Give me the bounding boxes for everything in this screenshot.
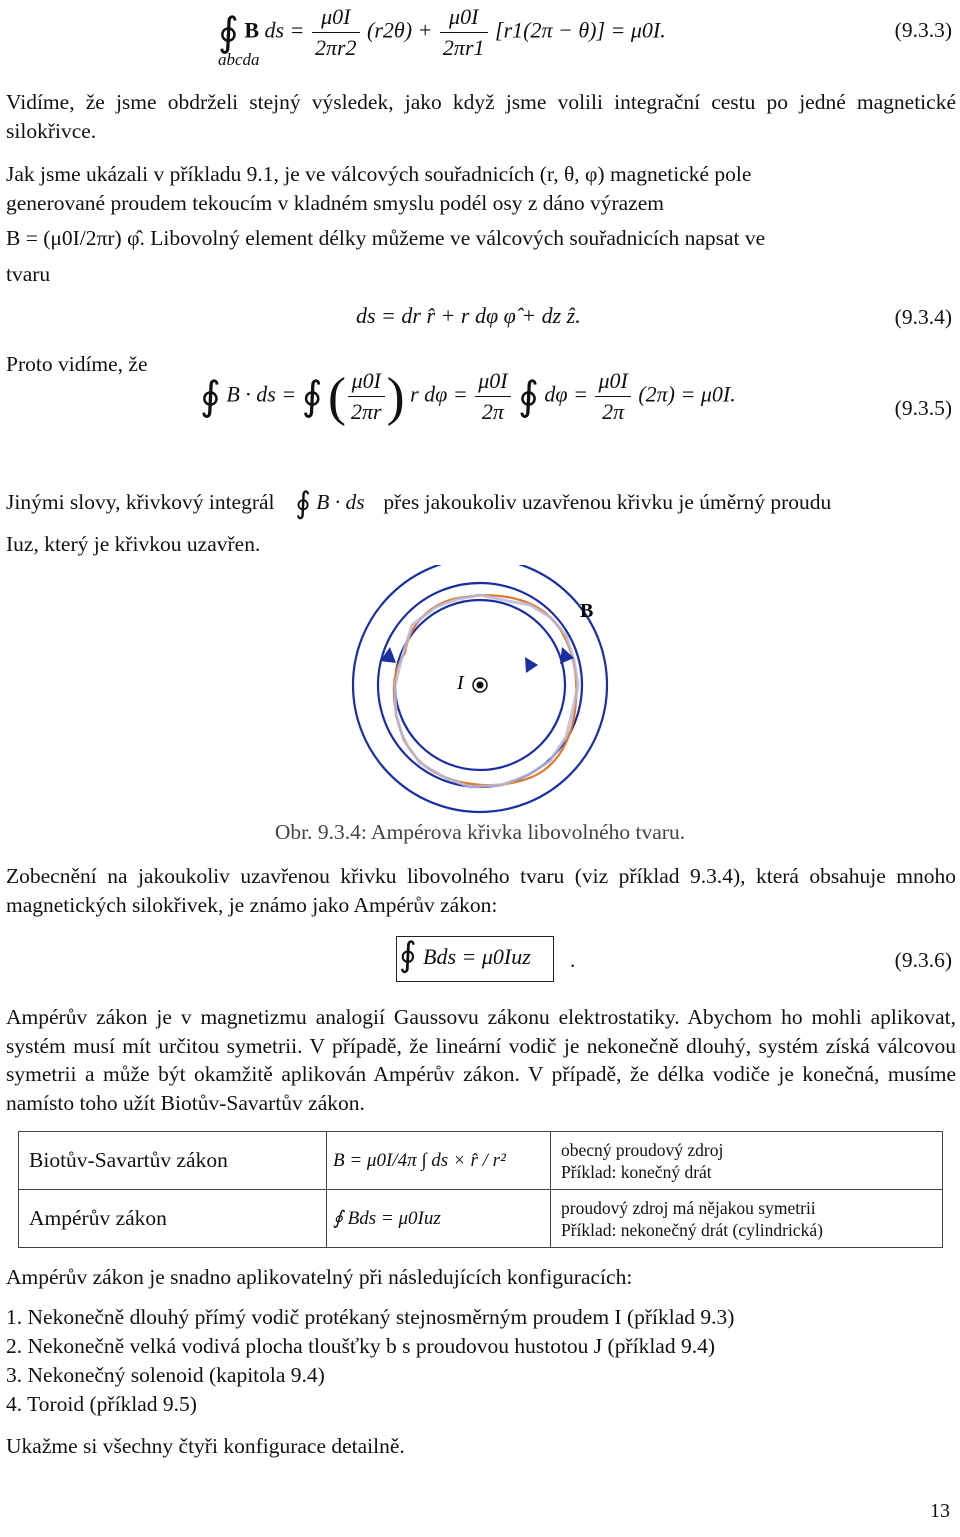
eq-term: [r1(2π − θ)] = μ0I.: [495, 17, 666, 43]
paragraph-line: Jak jsme ukázali v příkladu 9.1, je ve válcových souřadnicích (r, θ, φ) magnetické pole: [6, 162, 752, 186]
equation-number: (9.3.5): [894, 396, 952, 420]
table-row: [19, 1132, 943, 1190]
formula-text: ∮ Bds = μ0Iuz: [333, 1208, 441, 1229]
right-paren-icon: ): [386, 366, 405, 427]
eq-denominator: 2π: [481, 399, 504, 424]
eq-term: dφ =: [544, 381, 588, 407]
eq-fraction: [312, 2, 360, 63]
eq-denominator: 2πr: [351, 399, 382, 424]
current-dot-icon: [477, 682, 484, 689]
paragraph-line: Proto vidíme, že: [6, 352, 148, 376]
contour-integral-icon: ∮: [200, 373, 221, 419]
eq-fraction: [595, 366, 630, 427]
eq-numerator: μ0I: [595, 366, 630, 397]
desc-line: Příklad: konečný drát: [561, 1161, 712, 1182]
table-row: [19, 1190, 943, 1248]
table-cell-formula: [327, 1132, 551, 1190]
ampere-loop-figure: [340, 565, 640, 815]
contour-integral-icon: ∮: [399, 937, 417, 974]
paragraph-line: Iuz, který je křivkou uzavřen.: [6, 532, 261, 556]
eq-denominator: 2πr1: [442, 35, 485, 60]
period: .: [570, 948, 576, 972]
equation-number: (9.3.6): [894, 948, 952, 972]
text-span: přes jakoukoliv uzavřenou křivku je úměrný proudu: [383, 490, 832, 514]
law-comparison-table: [18, 1131, 943, 1248]
figure-label-i: I: [457, 672, 464, 694]
path-label: abcda: [218, 50, 260, 69]
equation-number: (9.3.3): [894, 18, 952, 42]
desc-line: Příklad: nekonečný drát (cylindrická): [561, 1219, 823, 1240]
contour-integral-icon: ∮: [518, 373, 539, 419]
page-number: 13: [930, 1500, 950, 1522]
paragraph-line: [6, 488, 831, 519]
desc-line: obecný proudový zdroj: [561, 1139, 724, 1160]
paragraph: Vidíme, že jsme obdrželi stejný výsledek, jako když jsme volili integrační cestu po jedné magnetické silokřivce.: [6, 90, 956, 143]
eq-term: (r2θ) +: [367, 17, 433, 43]
eq-lhs: ds =: [264, 17, 305, 43]
contour-integral-icon: ∮: [295, 487, 311, 521]
eq-bold-b: B: [244, 17, 260, 43]
table-cell-name: Ampérův zákon: [19, 1190, 327, 1248]
paragraph-line: Ukažme si všechny čtyři konfigurace detailně.: [6, 1434, 405, 1458]
equation-9-3-3: [218, 2, 666, 63]
list-item: 4. Toroid (příklad 9.5): [6, 1392, 197, 1416]
table-cell-desc: [551, 1132, 943, 1190]
eq-fraction: [440, 2, 488, 63]
table-cell-desc: [551, 1190, 943, 1248]
formula-text: B = μ0I/4π ∫ ds × r̂ / r²: [333, 1149, 506, 1171]
paragraph-line: generované proudem tekoucím v kladném smyslu podél osy z dáno výrazem: [6, 191, 664, 215]
eq-term: r dφ =: [410, 381, 468, 407]
eq-numerator: μ0I: [312, 2, 360, 33]
figure-label-b: B: [580, 600, 594, 622]
text-span: Jinými slovy, křivkový integrál: [6, 490, 275, 514]
paragraph-line: tvaru: [6, 262, 51, 286]
list-item: 3. Nekonečný solenoid (kapitola 9.4): [6, 1363, 325, 1387]
paragraph-line: B = (μ0I/2πr) φ̂. Libovolný element délky můžeme ve válcových souřadnicích napsat ve: [6, 226, 766, 250]
paragraph-line: Ampérův zákon je snadno aplikovatelný při následujících konfiguracích:: [6, 1265, 633, 1289]
eq-numerator: μ0I: [440, 2, 488, 33]
equation-number: (9.3.4): [894, 305, 952, 329]
equation-9-3-5: [200, 366, 736, 427]
inline-integrand: B · ds: [316, 490, 365, 514]
eq-term: (2π) = μ0I.: [638, 381, 736, 407]
contour-integral-icon: ∮: [301, 373, 323, 419]
list-item: 2. Nekonečně velká vodivá plocha tloušťky b s proudovou hustotou J (příklad 9.4): [6, 1334, 716, 1358]
arrow-icon: [525, 657, 538, 673]
eq-fraction: [475, 366, 510, 427]
equation-9-3-4: ds = dr r̂ + r dφ φ̂ + dz ẑ.: [356, 303, 581, 328]
list-item: 1. Nekonečně dlouhý přímý vodič protékaný stejnosměrným proudem I (příklad 9.3): [6, 1305, 735, 1329]
eq-denominator: 2πr2: [314, 35, 357, 60]
eq-lhs: B · ds =: [226, 381, 297, 407]
left-paren-icon: (: [328, 366, 347, 427]
eq-numerator: μ0I: [348, 366, 385, 397]
table-cell-formula: [327, 1190, 551, 1248]
eq-denominator: 2π: [602, 399, 625, 424]
eq-numerator: μ0I: [475, 366, 510, 397]
paragraph: Zobecnění na jakoukoliv uzavřenou křivku libovolného tvaru (viz příklad 9.3.4), která obsahuje mnoho magnetických silokřivek, je známo jako Ampérův zákon:: [6, 864, 956, 917]
desc-line: proudový zdroj má nějakou symetrii: [561, 1197, 816, 1218]
eq-text: Bds = μ0Iuz: [423, 944, 531, 969]
paragraph: Ampérův zákon je v magnetizmu analogií Gaussovu zákonu elektrostatiky. Abychom ho mohli aplikovat, systém musí mít určitou symetrii. V případě, že lineární vodič je nekonečně dlouhý, systém získá válcovou symetrii a může být okamžitě aplikován Ampérův zákon. V případě, že délka vodiče je konečná, musíme namísto toho užít Biotův-Savartův zákon.: [6, 1005, 956, 1115]
contour-integral-icon: ∮: [218, 9, 239, 55]
eq-fraction: [348, 366, 385, 427]
table-cell-name: Biotův-Savartův zákon: [19, 1132, 327, 1190]
boxed-equation-9-3-6: [396, 936, 554, 982]
figure-caption: Obr. 9.3.4: Ampérova křivka libovolného tvaru.: [274, 820, 686, 844]
